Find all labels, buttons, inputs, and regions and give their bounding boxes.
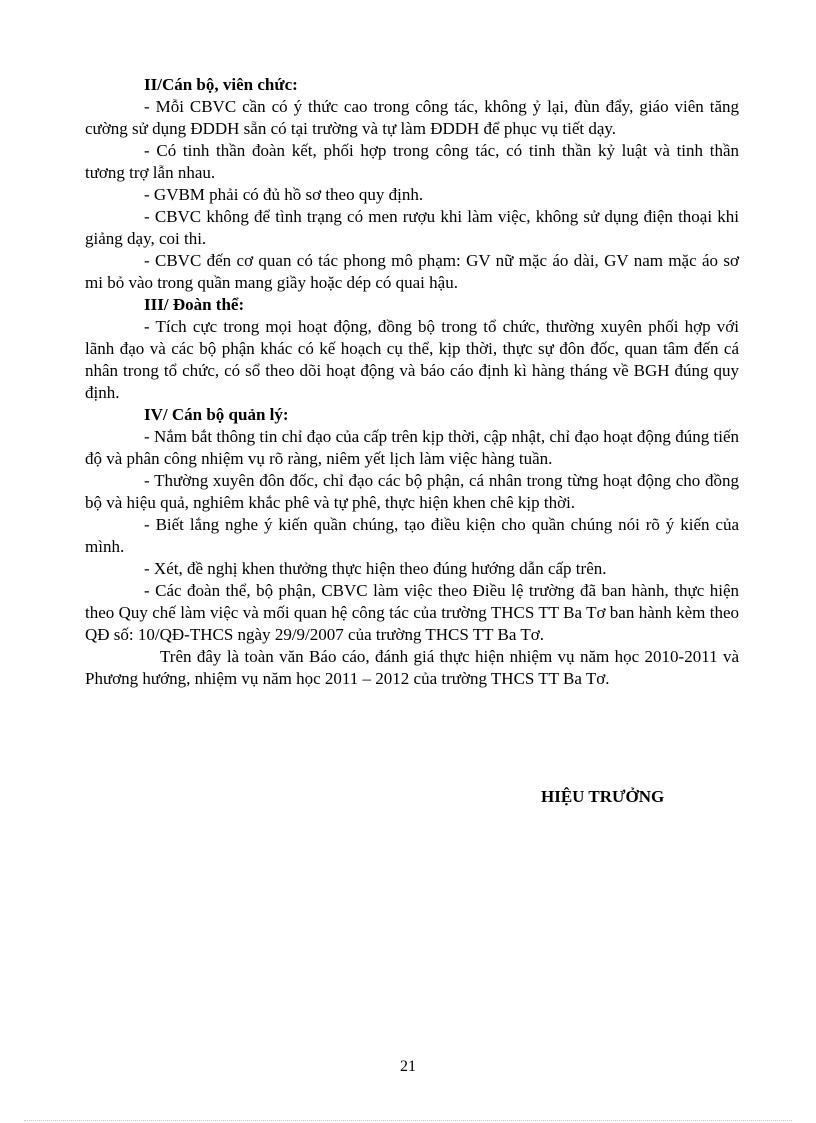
section-heading: IV/ Cán bộ quản lý: [144, 405, 289, 424]
paragraph: - Mỗi CBVC cần có ý thức cao trong công tác, không ỷ lại, đùn đẩy, giáo viên tăng cường sử dụng ĐDDH sẵn có tại trường và tự làm ĐDDH để phục vụ tiết dạy. [85, 97, 739, 138]
signature-title: HIỆU TRƯỞNG [541, 787, 665, 806]
paragraph: - CBVC đến cơ quan có tác phong mô phạm: GV nữ mặc áo dài, GV nam mặc áo sơ mi bỏ vào trong quần mang giầy hoặc dép có quai hậu. [85, 251, 739, 292]
paragraph: - Các đoàn thể, bộ phận, CBVC làm việc theo Điều lệ trường đã ban hành, thực hiện theo Quy chế làm việc và mối quan hệ công tác của trường THCS TT Ba Tơ ban hành kèm theo QĐ số: 10/QĐ-THCS ngày 29/9/2007 của trường THCS TT Ba Tơ. [85, 581, 739, 644]
paragraph: - Nắm bắt thông tin chỉ đạo của cấp trên kịp thời, cập nhật, chỉ đạo hoạt động đúng tiến độ và phân công nhiệm vụ rõ ràng, niêm yết lịch làm việc hàng tuần. [85, 427, 739, 468]
paragraph: - Xét, đề nghị khen thưởng thực hiện theo đúng hướng dẫn cấp trên. [144, 559, 607, 578]
paragraph: - CBVC không để tình trạng có men rượu khi làm việc, không sử dụng điện thoại khi giảng dạy, coi thi. [85, 207, 739, 248]
body-text [85, 74, 739, 690]
paragraph: - Thường xuyên đôn đốc, chỉ đạo các bộ phận, cá nhân trong từng hoạt động cho đồng bộ và hiệu quả, nghiêm khắc phê và tự phê, thực hiện khen chê kịp thời. [85, 471, 739, 512]
section-heading: III/ Đoàn thể: [144, 295, 245, 314]
paragraph: - Biết lắng nghe ý kiến quần chúng, tạo điều kiện cho quần chúng nói rõ ý kiến của mình. [85, 515, 739, 556]
page-footer-divider [24, 1120, 792, 1121]
page-number: 21 [400, 1058, 416, 1075]
paragraph: - Tích cực trong mọi hoạt động, đồng bộ trong tổ chức, thường xuyên phối hợp với lãnh đạo và các bộ phận khác có kế hoạch cụ thể, kịp thời, thực sự đôn đốc, quan tâm đến cá nhân trong tổ chức, có sổ theo dõi hoạt động và báo cáo định kì hàng tháng về BGH đúng quy định. [85, 317, 739, 402]
paragraph: - Có tinh thần đoàn kết, phối hợp trong công tác, có tinh thần kỷ luật và tinh thần tương trợ lẫn nhau. [85, 141, 739, 182]
paragraph: - GVBM phải có đủ hồ sơ theo quy định. [144, 185, 424, 204]
closing-paragraph: Trên đây là toàn văn Báo cáo, đánh giá thực hiện nhiệm vụ năm học 2010-2011 và Phương hướng, nhiệm vụ năm học 2011 – 2012 của trường THCS TT Ba Tơ. [85, 647, 739, 688]
section-heading: II/Cán bộ, viên chức: [144, 75, 298, 94]
